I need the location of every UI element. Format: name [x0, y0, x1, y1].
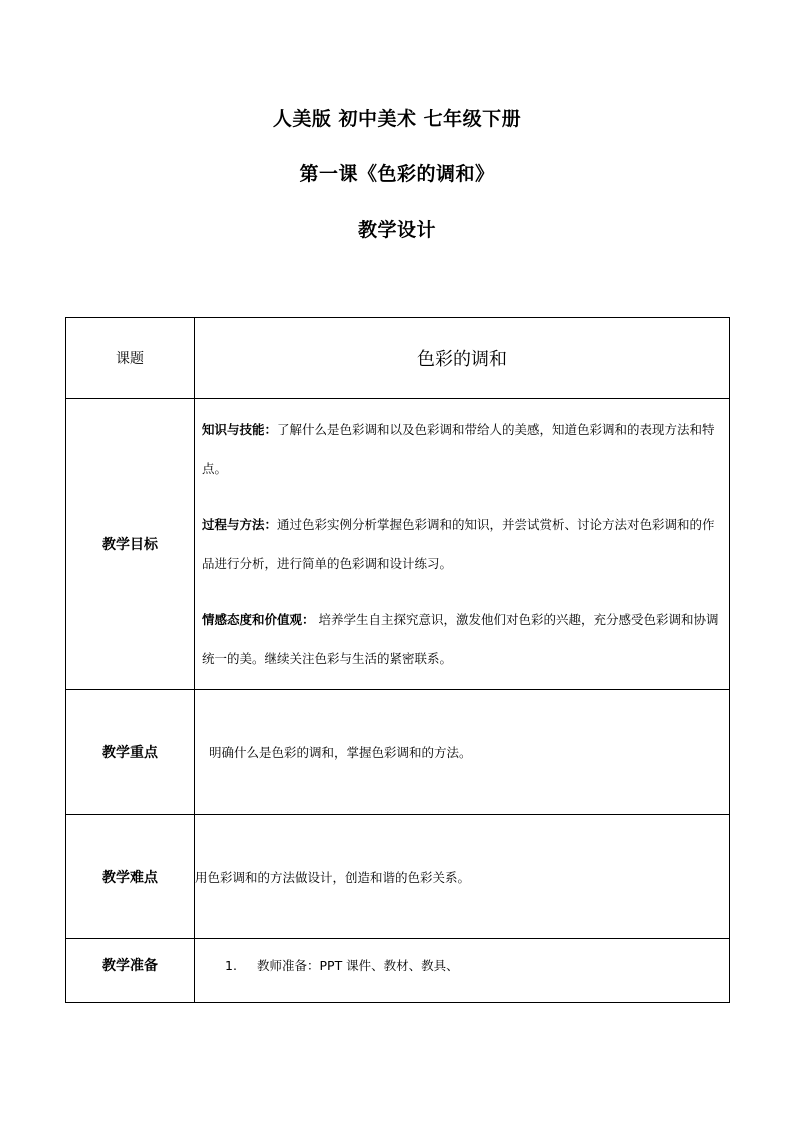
objective-process-heading: 过程与方法：	[202, 517, 278, 532]
difficulties-label: 教学难点	[66, 815, 195, 939]
key-points-label: 教学重点	[66, 690, 195, 815]
lesson-title: 第一课《色彩的调和》	[299, 163, 495, 185]
lesson-plan-table	[65, 317, 730, 1003]
document-title: 人美版 初中美术 七年级下册	[272, 108, 522, 130]
objective-attitude-text: 培养学生自主探究意识，激发他们对色彩的兴趣，充分感受色彩调和协调统一的美。继续关注色彩与生活的紧密联系。	[202, 612, 719, 666]
objectives-label: 教学目标	[66, 399, 195, 690]
objective-knowledge-text: 了解什么是色彩调和以及色彩调和带给人的美感，知道色彩调和的表现方法和特点。	[202, 422, 715, 476]
objective-knowledge-heading: 知识与技能：	[202, 422, 278, 437]
table-row-topic	[66, 318, 730, 399]
table-row-key-points	[66, 690, 730, 815]
preparation-label: 教学准备	[66, 939, 195, 1003]
table-row-difficulties	[66, 815, 730, 939]
preparation-number: 1.	[225, 958, 237, 973]
topic-value: 色彩的调和	[195, 318, 730, 399]
objective-attitude	[195, 600, 729, 678]
table-row-objectives	[66, 399, 730, 690]
difficulties-value: 用色彩调和的方法做设计，创造和谐的色彩关系。	[195, 815, 730, 939]
preparation-value: 教师准备：PPT 课件、教材、教具、	[257, 958, 459, 973]
document-subtitle: 教学设计	[357, 219, 436, 241]
objective-attitude-heading: 情感态度和价值观：	[202, 612, 315, 627]
key-points-value: 明确什么是色彩的调和，掌握色彩调和的方法。	[195, 690, 730, 815]
preparation-cell	[195, 939, 730, 1003]
topic-label: 课题	[66, 318, 195, 399]
table-row-preparation	[66, 939, 730, 1003]
objective-knowledge	[195, 410, 729, 488]
objectives-cell	[195, 399, 730, 690]
objective-process	[195, 505, 729, 583]
objective-process-text: 通过色彩实例分析掌握色彩调和的知识，并尝试赏析、讨论方法对色彩调和的作品进行分析，进行简单的色彩调和设计练习。	[202, 517, 715, 571]
